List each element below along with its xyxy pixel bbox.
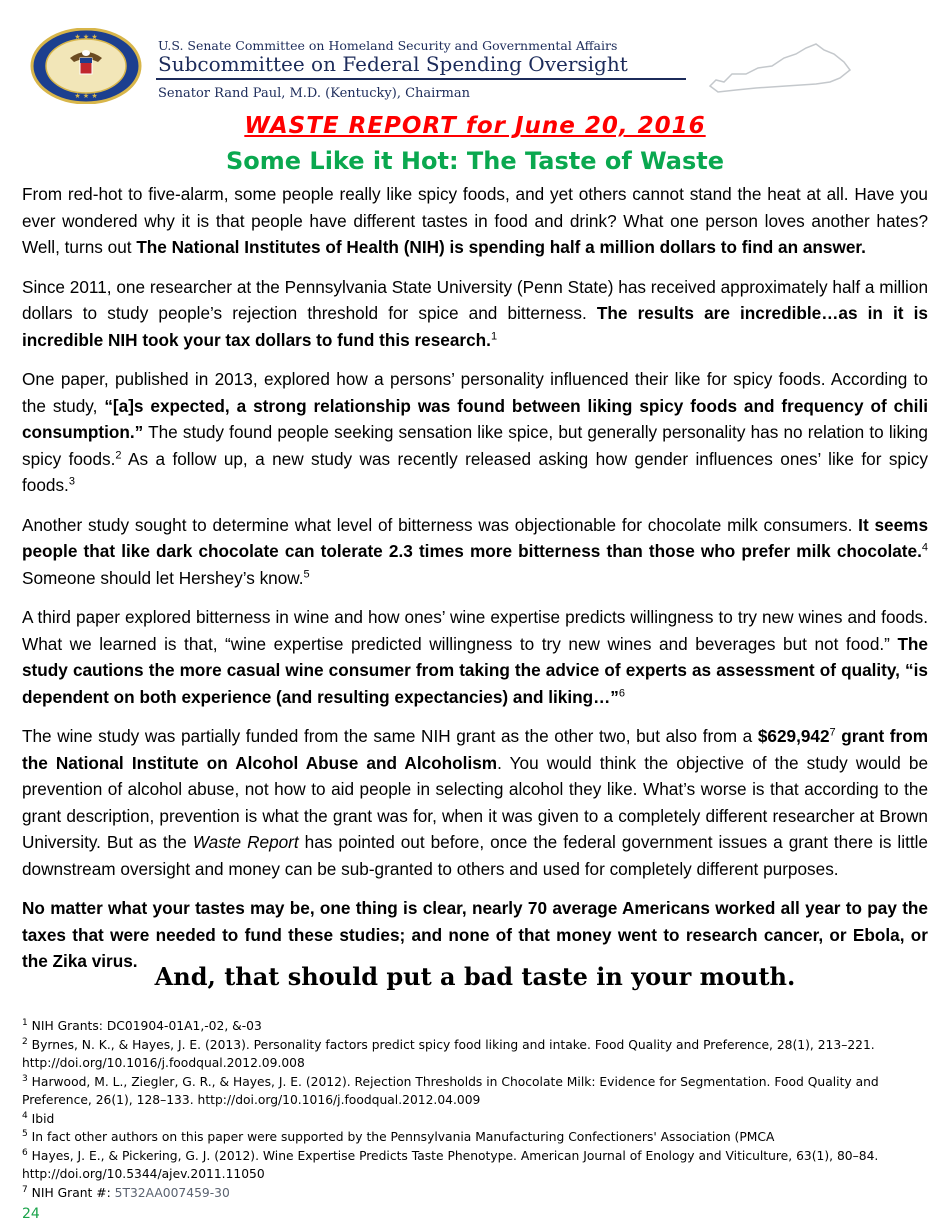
footnote-text: Harwood, M. L., Ziegler, G. R., & Hayes, J. E. (2012). Rejection Thresholds in Chocolate Milk: Evidence for Segmentation. Food Quality and Preference, 26(1), 128–133. http://doi.org/10.1016/j.foodqual.2012.04.009 xyxy=(22,1074,879,1107)
footnote-number: 4 xyxy=(22,1110,28,1121)
bold-run: “[a]s expected, a strong relationship was found between liking spicy foods and frequency of chili consumption.” xyxy=(22,395,928,442)
footnote-text: Byrnes, N. K., & Hayes, J. E. (2013). Personality factors predict spicy food liking and intake. Food Quality and Preference, 28(1), 213–221. http://doi.org/10.1016/j.foodqual.2012.09.008 xyxy=(22,1037,875,1070)
text-run: . You would think the objective of the study would be prevention of alcohol abuse, not how to aid people in selecting alcohol they like. What’s worse is that according to the grant description, prevention is what the grant was for, when it was given to a completely different researcher at Brown University. But as the xyxy=(22,752,928,852)
footnote-text: Ibid xyxy=(31,1111,55,1126)
grant-number: 5T32AA007459-30 xyxy=(114,1185,230,1200)
footnote-4 xyxy=(22,1110,928,1129)
text-run: The wine study was partially funded from the same NIH grant as the other two, but also from a xyxy=(22,726,758,746)
footnote-5 xyxy=(22,1128,928,1147)
kentucky-outline-icon xyxy=(706,40,854,96)
committee-name: U.S. Senate Committee on Homeland Security and Governmental Affairs xyxy=(158,38,618,53)
report-body xyxy=(22,181,928,988)
footnotes xyxy=(22,1017,928,1202)
bold-run: The results are incredible…as in it is incredible NIH took your tax dollars to fund this research. xyxy=(22,303,928,350)
footnote-text: Hayes, J. E., & Pickering, G. J. (2012). Wine Expertise Predicts Taste Phenotype. American Journal of Enology and Viticulture, 63(1), 80–84. http://doi.org/10.5344/ajev.2011.11050 xyxy=(22,1148,879,1181)
footnote-3 xyxy=(22,1073,928,1110)
subcommittee-name: Subcommittee on Federal Spending Oversight xyxy=(158,52,628,76)
footnote-1 xyxy=(22,1017,928,1036)
footnote-6 xyxy=(22,1147,928,1184)
svg-text:★ ★ ★: ★ ★ ★ xyxy=(74,33,98,41)
footnote-ref: 1 xyxy=(490,329,498,342)
bold-run: grant from the National Institute on Alcohol Abuse and Alcoholism xyxy=(22,726,928,773)
text-run: Someone should let Hershey’s know. xyxy=(22,567,304,588)
paragraph-3 xyxy=(22,366,928,499)
report-title: WASTE REPORT for June 20, 2016 xyxy=(244,113,706,139)
footnote-2 xyxy=(22,1036,928,1073)
footnote-number: 5 xyxy=(22,1128,28,1139)
chairman-line: Senator Rand Paul, M.D. (Kentucky), Chairman xyxy=(158,86,470,101)
footnote-ref: 5 xyxy=(303,567,310,580)
text-run: One paper, published in 2013, explored how a persons’ personality influenced their like for spicy foods. According to the study, xyxy=(22,369,928,416)
svg-text:★ ★ ★: ★ ★ ★ xyxy=(74,92,98,100)
footnote-7 xyxy=(22,1184,928,1203)
senate-seal-icon xyxy=(30,28,142,104)
footnote-number: 6 xyxy=(22,1147,28,1158)
text-run: A third paper explored bitterness in wine and how ones’ wine expertise predicts willingness to try new wines and foods. What we learned is that, “wine expertise predicted willingness to try new wines and beverages but not food.” xyxy=(22,607,928,654)
footnote-number: 1 xyxy=(22,1017,28,1028)
footnote-number: 3 xyxy=(22,1073,28,1084)
footnote-text: NIH Grants: DC01904-01A1,-02, &-03 xyxy=(31,1019,262,1033)
paragraph-6 xyxy=(22,723,928,882)
footnote-ref: 4 xyxy=(921,541,928,554)
text-run: has pointed out before, once the federal government issues a grant there is little downstream oversight and money can be sub-granted to others and used for completely different purposes. xyxy=(22,832,928,879)
report-subtitle: Some Like it Hot: The Taste of Waste xyxy=(225,147,725,175)
paragraph-2 xyxy=(22,274,928,354)
footnote-text: NIH Grant #: xyxy=(31,1185,115,1200)
text-run: From red-hot to five-alarm, some people really like spicy foods, and yet others cannot stand the heat at all. Have you ever wondered why it is that people have different tastes in food and drink? What one person loves another hates? Well, turns out xyxy=(22,184,928,257)
paragraph-4 xyxy=(22,512,928,592)
text-run: Since 2011, one researcher at the Pennsylvania State University (Penn State) has received approximately half a million dollars to study people’s rejection threshold for spice and bitterness. xyxy=(22,276,928,323)
footnote-ref: 2 xyxy=(115,448,122,461)
letterhead xyxy=(0,0,950,112)
text-run: The study found people seeking sensation like spice, but generally personality has no relation to liking spicy foods. xyxy=(22,422,928,469)
footnote-number: 2 xyxy=(22,1036,28,1047)
text-run: As a follow up, a new study was recently released asking how gender influences ones’ like for spicy foods. xyxy=(22,448,928,495)
text-run: Another study sought to determine what level of bitterness was objectionable for chocolate milk consumers. xyxy=(22,514,859,535)
paragraph-1 xyxy=(22,181,928,261)
footnote-ref: 6 xyxy=(618,686,626,699)
bold-run: It seems people that like dark chocolate can tolerate 2.3 times more bitterness than those who prefer milk chocolate. xyxy=(22,514,928,561)
page-number: 24 xyxy=(22,1206,40,1222)
header-rule xyxy=(156,78,686,80)
footnote-text: In fact other authors on this paper were supported by the Pennsylvania Manufacturing Confectioners' Association (PMCA xyxy=(31,1130,775,1144)
footnote-number: 7 xyxy=(22,1184,28,1195)
paragraph-5 xyxy=(22,604,928,710)
bold-run: $629,942 xyxy=(757,726,830,746)
footnote-ref: 3 xyxy=(68,475,75,488)
closing-statement: And, that should put a bad taste in your mouth. xyxy=(154,962,796,991)
bold-run: The study cautions the more casual wine consumer from taking the advice of experts as assessment of quality, “is dependent on both experience (and resulting expectancies) and liking…” xyxy=(22,633,928,707)
bold-run: The National Institutes of Health (NIH) is spending half a million dollars to find an answer. xyxy=(136,237,866,257)
bold-run: No matter what your tastes may be, one thing is clear, nearly 70 average Americans worked all year to pay the taxes that were needed to fund these studies; and none of that money went to research cancer, or Ebola, or the Zika virus. xyxy=(22,898,928,971)
italic-run: Waste Report xyxy=(192,832,299,852)
footnote-ref: 7 xyxy=(829,726,836,739)
